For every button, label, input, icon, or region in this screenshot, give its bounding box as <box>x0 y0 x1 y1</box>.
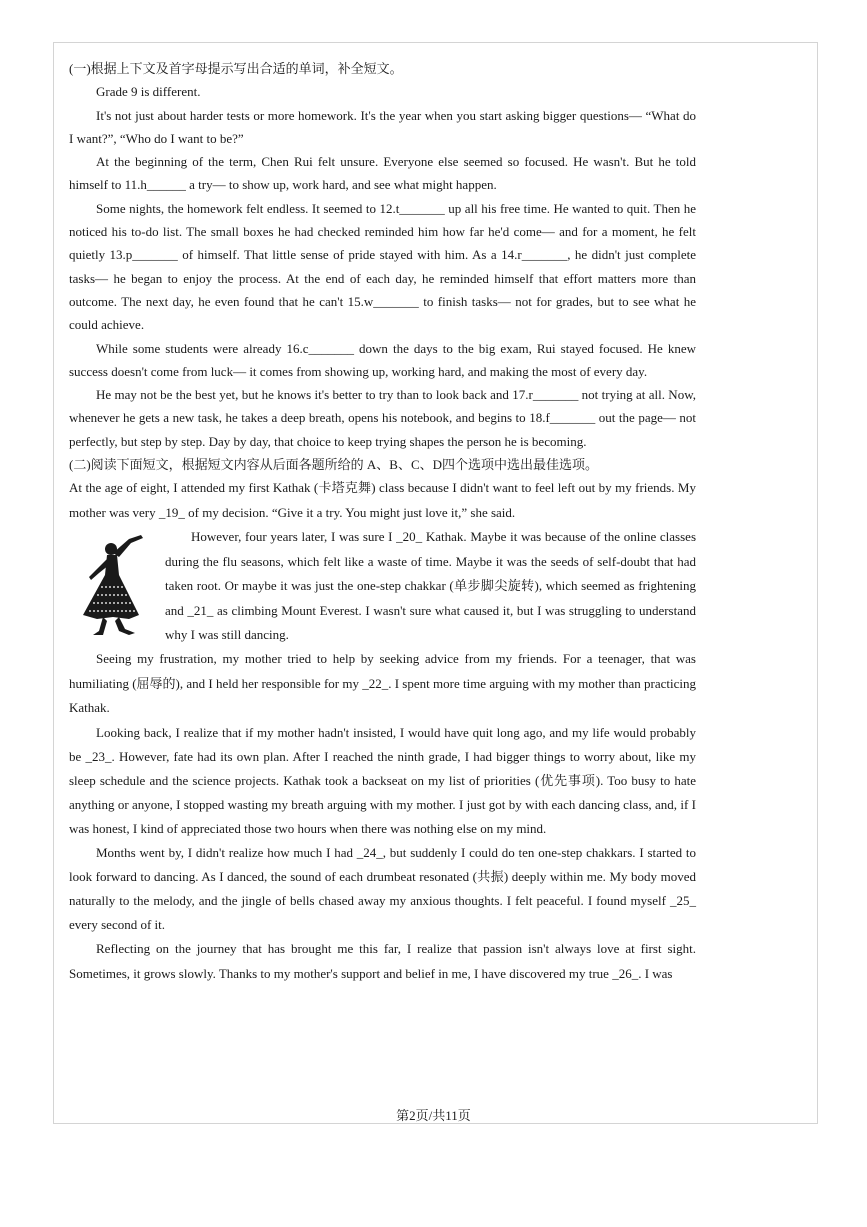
section-2-paragraph: Looking back, I realize that if my mother hadn't insisted, I would have quit long ago, and my life would probably be _23_. However, fate had its own plan. After I reached the ninth grade, I had bigger things to worry about, like my sleep schedule and the science projects. Kathak took a backseat on my list of priorities (优先事项). Too busy to hate anything or anyone, I stopped wasting my breath arguing with my mother. I just got by with each dancing class, and, if I was honest, I kind of appreciated those two hours when there was nothing else on my mind. <box>69 724 696 836</box>
section-1-paragraph: While some students were already 16.c_______ down the days to the big exam, Rui stayed focused. He knew success doesn't come from luck— it comes from showing up, working hard, and making the most of every day. <box>69 340 696 379</box>
section-1-title: (一)根据上下文及首字母提示写出合适的单词，补全短文。 <box>69 61 403 76</box>
section-1-paragraph: Some nights, the homework felt endless. It seemed to 12.t_______ up all his free time. He wanted to quit. Then he noticed his to-do list. The small boxes he had checked reminded him how far he'd come— and for a moment, he felt quietly 13.p_______ of himself. That little sense of pride stayed with him. As a 14.r_______, he didn't just complete tasks— he began to enjoy the process. At the end of each day, he reminded himself that effort matters more than outcome. The next day, he even found that he can't 15.w_______ to finish tasks— not for grades, but to see what he could achieve. <box>69 200 696 333</box>
section-1-paragraph: Grade 9 is different. <box>96 84 201 100</box>
section-2-title: (二)阅读下面短文，根据短文内容从后面各题所给的 A、B、C、D四个选项中选出最佳选项。 <box>69 457 599 473</box>
section-2-intro: At the age of eight, I attended my first Kathak (卡塔克舞) class because I didn't want to feel left out by my friends. My mother was very _19_ of my decision. “Give it a try. You might just love it,” she said. <box>69 480 696 520</box>
section-1-paragraph: It's not just about harder tests or more homework. It's the year when you start asking bigger questions— “What do I want?”, “Who do I want to be?” <box>69 107 696 146</box>
dancer-figure-icon <box>69 531 157 643</box>
kathak-dancer-illustration <box>69 531 157 643</box>
document-body <box>69 57 696 986</box>
page-number: 第2页/共11页 <box>396 1108 471 1123</box>
section-2-paragraph: Reflecting on the journey that has brought me this far, I realize that passion isn't always love at first sight. Sometimes, it grows slowly. Thanks to my mother's support and belief in me, I have discovered my true _26_. I was <box>69 941 696 981</box>
section-2-paragraph: Seeing my frustration, my mother tried to help by seeking advice from my friends. For a teenager, that was humiliating (屈辱的), and I held her responsible for my _22_. I spent more time arguing with my mother than practicing Kathak. <box>69 651 696 716</box>
section-2-paragraph: However, four years later, I was sure I _20_ Kathak. Maybe it was because of the online classes during the flu seasons, which felt like a waste of time. Maybe it was the seeds of self-doubt that had taken root. Or maybe it was just the one-step chakkar (单步脚尖旋转), which seemed as frightening and _21_ as climbing Mount Everest. I wasn't sure what caused it, but I was struggling to understand why I was still dancing. <box>165 529 696 642</box>
section-2-paragraph: Months went by, I didn't realize how much I had _24_, but suddenly I could do ten one-step chakkars. I started to look forward to dancing. As I danced, the sound of each drumbeat resonated (共振) deeply within me. My body moved naturally to the melody, and the jingle of bells chased away my anxious thoughts. I felt peaceful. I found myself _25_ every second of it. <box>69 845 696 933</box>
section-1-paragraph: At the beginning of the term, Chen Rui felt unsure. Everyone else seemed so focused. He wasn't. But he told himself to 11.h______ a try— to show up, work hard, and see what might happen. <box>69 154 696 193</box>
section-1-paragraph: He may not be the best yet, but he knows it's better to try than to look back and 17.r_______ not trying at all. Now, whenever he gets a new task, he takes a deep breath, opens his notebook, and begins to 18.f_______ out the page— not perfectly, but step by step. Day by day, that choice to keep trying shapes the person he is becoming. <box>69 387 696 449</box>
